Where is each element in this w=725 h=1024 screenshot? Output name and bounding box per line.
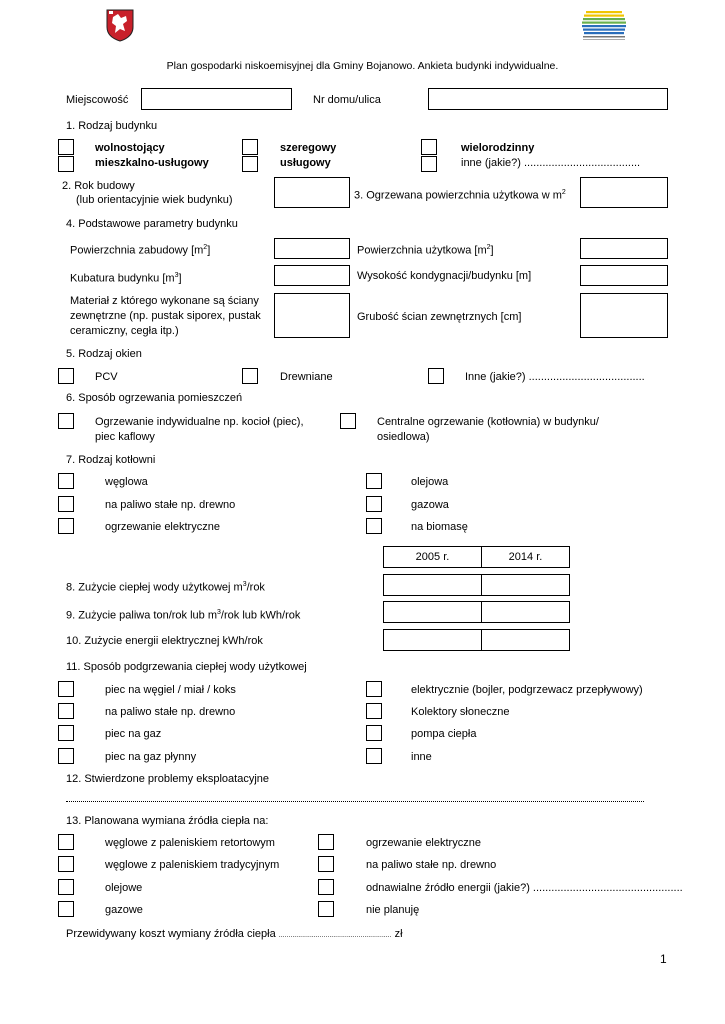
section-1-heading: 1. Rodzaj budynku <box>66 120 158 132</box>
option-kotlownia-gazowa: gazowa <box>411 499 449 511</box>
option-cwu-kolektory: Kolektory słoneczne <box>411 706 510 718</box>
checkbox-kotlownia-biomasa[interactable] <box>366 518 382 534</box>
checkbox-cwu-elektrycznie[interactable] <box>366 681 382 697</box>
year-2005-header: 2005 r. <box>383 546 482 568</box>
section-8-label: 8. Zużycie ciepłej wody użytkowej $m^3$/rok <box>66 581 265 594</box>
checkbox-kotlownia-elektryczne[interactable] <box>58 518 74 534</box>
checkbox-kotlownia-olejowa[interactable] <box>366 473 382 489</box>
option-mieszkalno-uslugowy: mieszkalno-usługowy <box>95 157 209 169</box>
option-wymiana-retortowe: węglowe z paleniskiem retortowym <box>105 837 275 849</box>
section-12-heading: 12. Stwierdzone problemy eksploatacyjne <box>66 773 270 785</box>
section-2-label: 2. Rok budowy <box>62 180 135 192</box>
checkbox-inne-okna[interactable] <box>428 368 444 384</box>
section-6-heading: 6. Sposób ogrzewania pomieszczeń <box>66 392 243 404</box>
wysokosc-kondygnacji-field[interactable] <box>580 265 668 286</box>
section-13-heading: 13. Planowana wymiana źródła ciepła na: <box>66 815 269 827</box>
checkbox-cwu-gaz[interactable] <box>58 725 74 741</box>
option-centralne-ogrzewanie-1: Centralne ogrzewanie (kotłownia) w budynku/ <box>377 416 599 428</box>
option-centralne-ogrzewanie-2: osiedlowa) <box>377 431 430 443</box>
checkbox-wymiana-olejowe[interactable] <box>58 879 74 895</box>
option-kotlownia-paliwo-stale: na paliwo stałe np. drewno <box>105 499 236 511</box>
option-wolnostojacy: wolnostojący <box>95 142 165 154</box>
material-scian-field[interactable] <box>274 293 350 338</box>
woda-2005-field[interactable] <box>383 574 482 596</box>
option-cwu-gaz: piec na gaz <box>105 728 162 740</box>
checkbox-drewniane[interactable] <box>242 368 258 384</box>
miejscowosc-field[interactable] <box>141 88 292 110</box>
checkbox-pcv[interactable] <box>58 368 74 384</box>
option-kotlownia-elektryczne: ogrzewanie elektryczne <box>105 521 220 533</box>
checkbox-uslugowy[interactable] <box>242 156 258 172</box>
option-kotlownia-biomasa: na biomasę <box>411 521 468 533</box>
energia-2005-field[interactable] <box>383 629 482 651</box>
section-5-heading: 5. Rodzaj okien <box>66 348 142 360</box>
year-2014-header: 2014 r. <box>481 546 570 568</box>
option-kotlownia-olejowa: olejowa <box>411 476 449 488</box>
nr-domu-field[interactable] <box>428 88 668 110</box>
checkbox-wymiana-paliwo-stale[interactable] <box>318 856 334 872</box>
ogrzewana-powierzchnia-field[interactable] <box>580 177 668 208</box>
option-cwu-paliwo-stale: na paliwo stałe np. drewno <box>105 706 236 718</box>
material-scian-label-1: Materiał z którego wykonane są ściany <box>70 295 259 307</box>
paliwo-2014-field[interactable] <box>481 601 570 623</box>
grubosc-scian-field[interactable] <box>580 293 668 338</box>
option-inne-okna: Inne (jakie?) ...................................... <box>465 371 645 383</box>
checkbox-centralne-ogrzewanie[interactable] <box>340 413 356 429</box>
checkbox-wymiana-retortowe[interactable] <box>58 834 74 850</box>
option-szeregowy: szeregowy <box>280 142 337 154</box>
checkbox-cwu-paliwo-stale[interactable] <box>58 703 74 719</box>
section-3-label: 3. Ogrzewana powierzchnia użytkowa w $m^2$ <box>354 189 566 202</box>
option-wielorodzinny: wielorodzinny <box>461 142 535 154</box>
checkbox-cwu-kolektory[interactable] <box>366 703 382 719</box>
problemy-dotted-line[interactable] <box>66 801 644 802</box>
option-drewniane: Drewniane <box>280 371 333 383</box>
section-7-heading: 7. Rodzaj kotłowni <box>66 454 156 466</box>
option-inne-budynek: inne (jakie?) ...................................... <box>461 157 641 169</box>
checkbox-mieszkalno-uslugowy[interactable] <box>58 156 74 172</box>
program-logo <box>580 9 628 43</box>
option-wymiana-gazowe: gazowe <box>105 904 143 916</box>
section-10-label: 10. Zużycie energii elektrycznej kWh/rok <box>66 635 263 647</box>
powierzchnia-uzytkowa-field[interactable] <box>580 238 668 259</box>
koszt-wymiany-dots[interactable]: .......................................................... <box>278 932 392 939</box>
checkbox-wielorodzinny[interactable] <box>421 139 437 155</box>
checkbox-cwu-wegiel[interactable] <box>58 681 74 697</box>
rok-budowy-field[interactable] <box>274 177 350 208</box>
option-wymiana-tradycyjne: węglowe z paleniskiem tradycyjnym <box>105 859 280 871</box>
gmina-crest-logo <box>106 9 134 42</box>
grubosc-scian-label: Grubość ścian zewnętrznych [cm] <box>357 311 522 323</box>
checkbox-cwu-pompa[interactable] <box>366 725 382 741</box>
powierzchnia-zabudowy-label: Powierzchnia zabudowy $[m^2]$ <box>70 244 211 257</box>
document-title: Plan gospodarki niskoemisyjnej dla Gminy Bojanowo. Ankieta budynki indywidualne. <box>166 60 559 72</box>
section-9-label: 9. Zużycie paliwa ton/rok lub $m^3$/rok lub kWh/rok <box>66 609 301 622</box>
option-cwu-elektrycznie: elektrycznie (bojler, podgrzewacz przepływowy) <box>411 684 643 696</box>
checkbox-inne-budynek[interactable] <box>421 156 437 172</box>
energia-2014-field[interactable] <box>481 629 570 651</box>
powierzchnia-uzytkowa-label: Powierzchnia użytkowa $[m^2]$ <box>357 244 494 257</box>
miejscowosc-label: Miejscowość <box>66 94 129 106</box>
option-wymiana-paliwo-stale: na paliwo stałe np. drewno <box>366 859 497 871</box>
material-scian-label-2: zewnętrzne (np. pustak siporex, pustak <box>70 310 261 322</box>
checkbox-ogrzewanie-indywidualne[interactable] <box>58 413 74 429</box>
koszt-wymiany-line <box>66 927 403 943</box>
option-cwu-wegiel: piec na węgiel / miał / koks <box>105 684 236 696</box>
nr-domu-label: Nr domu/ulica <box>313 94 381 106</box>
section-4-heading: 4. Podstawowe parametry budynku <box>66 218 238 230</box>
option-kotlownia-weglowa: węglowa <box>105 476 148 488</box>
option-wymiana-olejowe: olejowe <box>105 882 143 894</box>
powierzchnia-zabudowy-field[interactable] <box>274 238 350 259</box>
checkbox-wymiana-elektryczne[interactable] <box>318 834 334 850</box>
checkbox-wymiana-tradycyjne[interactable] <box>58 856 74 872</box>
option-ogrzewanie-indywidualne-1: Ogrzewanie indywidualne np. kocioł (piec), <box>95 416 304 428</box>
section-2-sublabel: (lub orientacyjnie wiek budynku) <box>76 194 233 206</box>
option-pcv: PCV <box>95 371 118 383</box>
page-number: 1 <box>660 952 667 966</box>
checkbox-wymiana-nie-planuje[interactable] <box>318 901 334 917</box>
option-wymiana-oze: odnawialne źródło energii (jakie?) ................................................. <box>366 882 683 894</box>
paliwo-2005-field[interactable] <box>383 601 482 623</box>
option-cwu-pompa: pompa ciepła <box>411 728 477 740</box>
option-cwu-inne: inne <box>411 751 432 763</box>
checkbox-cwu-gaz-plynny[interactable] <box>58 748 74 764</box>
kubatura-label: Kubatura budynku $[m^3]$ <box>70 272 182 285</box>
checkbox-kotlownia-gazowa[interactable] <box>366 496 382 512</box>
checkbox-kotlownia-paliwo-stale[interactable] <box>58 496 74 512</box>
koszt-wymiany-unit: zł <box>394 928 403 940</box>
woda-2014-field[interactable] <box>481 574 570 596</box>
checkbox-wolnostojacy[interactable] <box>58 139 74 155</box>
option-wymiana-elektryczne: ogrzewanie elektryczne <box>366 837 481 849</box>
option-ogrzewanie-indywidualne-2: piec kaflowy <box>95 431 155 443</box>
option-wymiana-nie-planuje: nie planuję <box>366 904 420 916</box>
material-scian-label-3: ceramiczny, cegła itp.) <box>70 325 179 337</box>
wysokosc-kondygnacji-label: Wysokość kondygnacji/budynku [m] <box>357 270 532 282</box>
option-cwu-gaz-plynny: piec na gaz płynny <box>105 751 197 763</box>
checkbox-szeregowy[interactable] <box>242 139 258 155</box>
option-uslugowy: usługowy <box>280 157 331 169</box>
section-11-heading: 11. Sposób podgrzewania ciepłej wody użytkowej <box>66 661 307 673</box>
checkbox-cwu-inne[interactable] <box>366 748 382 764</box>
kubatura-field[interactable] <box>274 265 350 286</box>
koszt-wymiany-label: Przewidywany koszt wymiany źródła ciepła <box>66 928 276 940</box>
checkbox-kotlownia-weglowa[interactable] <box>58 473 74 489</box>
checkbox-wymiana-oze[interactable] <box>318 879 334 895</box>
checkbox-wymiana-gazowe[interactable] <box>58 901 74 917</box>
